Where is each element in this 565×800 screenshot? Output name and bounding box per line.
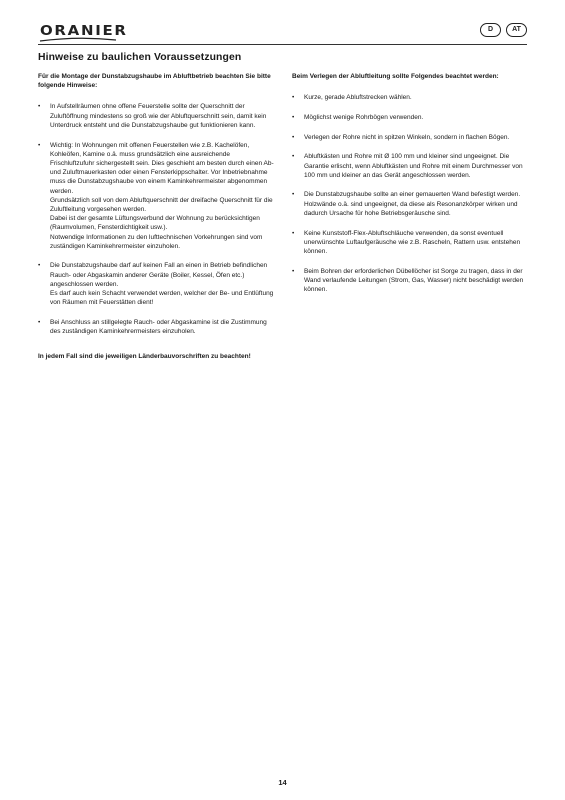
list-item-text: Es darf auch kein Schacht verwendet werden, welcher der Be- und Entlüftung von Räumen mit Feuerstätten dient! xyxy=(50,290,274,307)
bullet-marker: • xyxy=(38,262,41,270)
left-intro: Für die Montage der Dunstabzugshaube im Abluftbetrieb beachten Sie bitte folgende Hinweise: xyxy=(38,73,271,90)
regulation-note: In jedem Fall sind die jeweiligen Länderbauvorschriften zu beachten! xyxy=(38,353,251,361)
left-column xyxy=(38,72,274,362)
list-item xyxy=(292,93,528,102)
page-title: Hinweise zu baulichen Voraussetzungen xyxy=(38,52,242,63)
list-item-text: Die Dunstabzugshaube sollte an einer gemauerten Wand befestigt werden. xyxy=(304,191,521,199)
list-item-text: Notwendige Informationen zu den lufttechnischen Vorkehrungen sind vom zuständigen Kaminkehrermeister einzuholen. xyxy=(50,233,263,250)
country-badges xyxy=(480,23,527,37)
logo-swoosh-icon xyxy=(38,37,118,43)
bullet-marker: • xyxy=(292,267,295,275)
header-divider xyxy=(38,44,527,45)
list-item-text: Kurze, gerade Abluftstrecken wählen. xyxy=(304,94,412,102)
bullet-marker: • xyxy=(292,153,295,161)
list-item-text: In Aufstellräumen ohne offene Feuerstelle sollte der Querschnitt der Zuluftöffnung mindestens so groß wie der Abluftquerschnitt sein, damit kein Unterdruck entsteht und die Dunstabzugshaube gut funktionieren kann. xyxy=(50,103,267,129)
list-item xyxy=(292,229,528,257)
list-item-text: Keine Kunststoff-Flex-Abluftschläuche verwenden, da sonst eventuell unerwünschte Luftaufgeräusche wie z.B. Rascheln, Rattern usw. entstehen können. xyxy=(304,229,521,255)
page-header xyxy=(38,22,527,46)
list-item-text: Möglichst wenige Rohrbögen verwenden. xyxy=(304,113,424,121)
list-item xyxy=(292,152,528,180)
list-item xyxy=(292,190,528,218)
page-number: 14 xyxy=(278,778,287,787)
list-item-text: Holzwände o.ä. sind ungeeignet, da diese als Resonanzkörper wirken und dadurch Ursache für hohe Betriebsgeräusche sind. xyxy=(304,200,518,217)
bullet-marker: • xyxy=(292,133,295,141)
bullet-marker: • xyxy=(38,103,41,111)
list-item xyxy=(38,261,274,307)
right-bullet-list xyxy=(292,93,528,294)
bullet-marker: • xyxy=(292,191,295,199)
oranier-logo: ORANIER xyxy=(40,24,128,39)
list-item xyxy=(292,267,528,295)
list-item-text: Bei Anschluss an stillgelegte Rauch- oder Abgaskamine ist die Zustimmung des zuständigen Kaminkehrermeisters einzuholen. xyxy=(50,318,267,336)
bullet-marker: • xyxy=(38,141,41,149)
list-item-text: Dabei ist der gesamte Lüftungsverbund der Wohnung zu berücksichtigen (Raumvolumen, Fensterdichtigkeit usw.). xyxy=(50,215,260,232)
left-bullet-list xyxy=(38,102,274,336)
list-item-text: Die Dunstabzugshaube darf auf keinen Fall an einen in Betrieb befindlichen Rauch- oder Abgaskamin anderer Geräte (Boiler, Kessel, Öfen etc.) angeschlossen werden. xyxy=(50,262,268,288)
list-item-text: Grundsätzlich soll von dem Abluftquerschnitt der dreifache Querschnitt für die Zuluftleitung vorgesehen werden. xyxy=(50,196,273,213)
country-badge-at: AT xyxy=(506,23,527,37)
list-item xyxy=(38,318,274,336)
list-item xyxy=(292,113,528,122)
country-badge-d: D xyxy=(480,23,501,37)
list-item-text: Verlegen der Rohre nicht in spitzen Winkeln, sondern in flachen Bögen. xyxy=(304,133,510,141)
list-item xyxy=(38,141,274,251)
right-intro: Beim Verlegen der Abluftleitung sollte Folgendes beachtet werden: xyxy=(292,73,499,80)
list-item-text: Abluftkästen und Rohre mit Ø 100 mm und kleiner sind ungeeignet. Die Garantie erlischt, wenn Abluftkästen und Rohre mit einem Durchmesser von 100 mm und kleiner an das Gerät angeschlossen werden. xyxy=(304,153,523,179)
bullet-marker: • xyxy=(292,229,295,237)
list-item xyxy=(292,133,528,142)
list-item-text: Beim Bohren der erforderlichen Dübellöcher ist Sorge zu tragen, dass in der Wand verlaufende Leitungen (Strom, Gas, Wasser) nicht beschädigt werden können. xyxy=(304,267,524,294)
bullet-marker: • xyxy=(38,318,41,326)
bullet-marker: • xyxy=(292,94,295,102)
right-column xyxy=(292,72,528,305)
list-item-text: Wichtig: In Wohnungen mit offenen Feuerstellen wie z.B. Kachelöfen, Kohleöfen, Kamine o.ä. muss grundsätzlich eine ausreichende Frischluftzufuhr sichergestellt sein. Dies geschieht am besten durch einen Ab- und Zuluftmauerkasten oder einen Fensterkippschalter. Vor Inbetriebnahme muss die Dunstabzugshaube von einem Kaminkehrermeister abgenommen werden. xyxy=(50,141,274,195)
list-item xyxy=(38,102,274,130)
bullet-marker: • xyxy=(292,113,295,121)
